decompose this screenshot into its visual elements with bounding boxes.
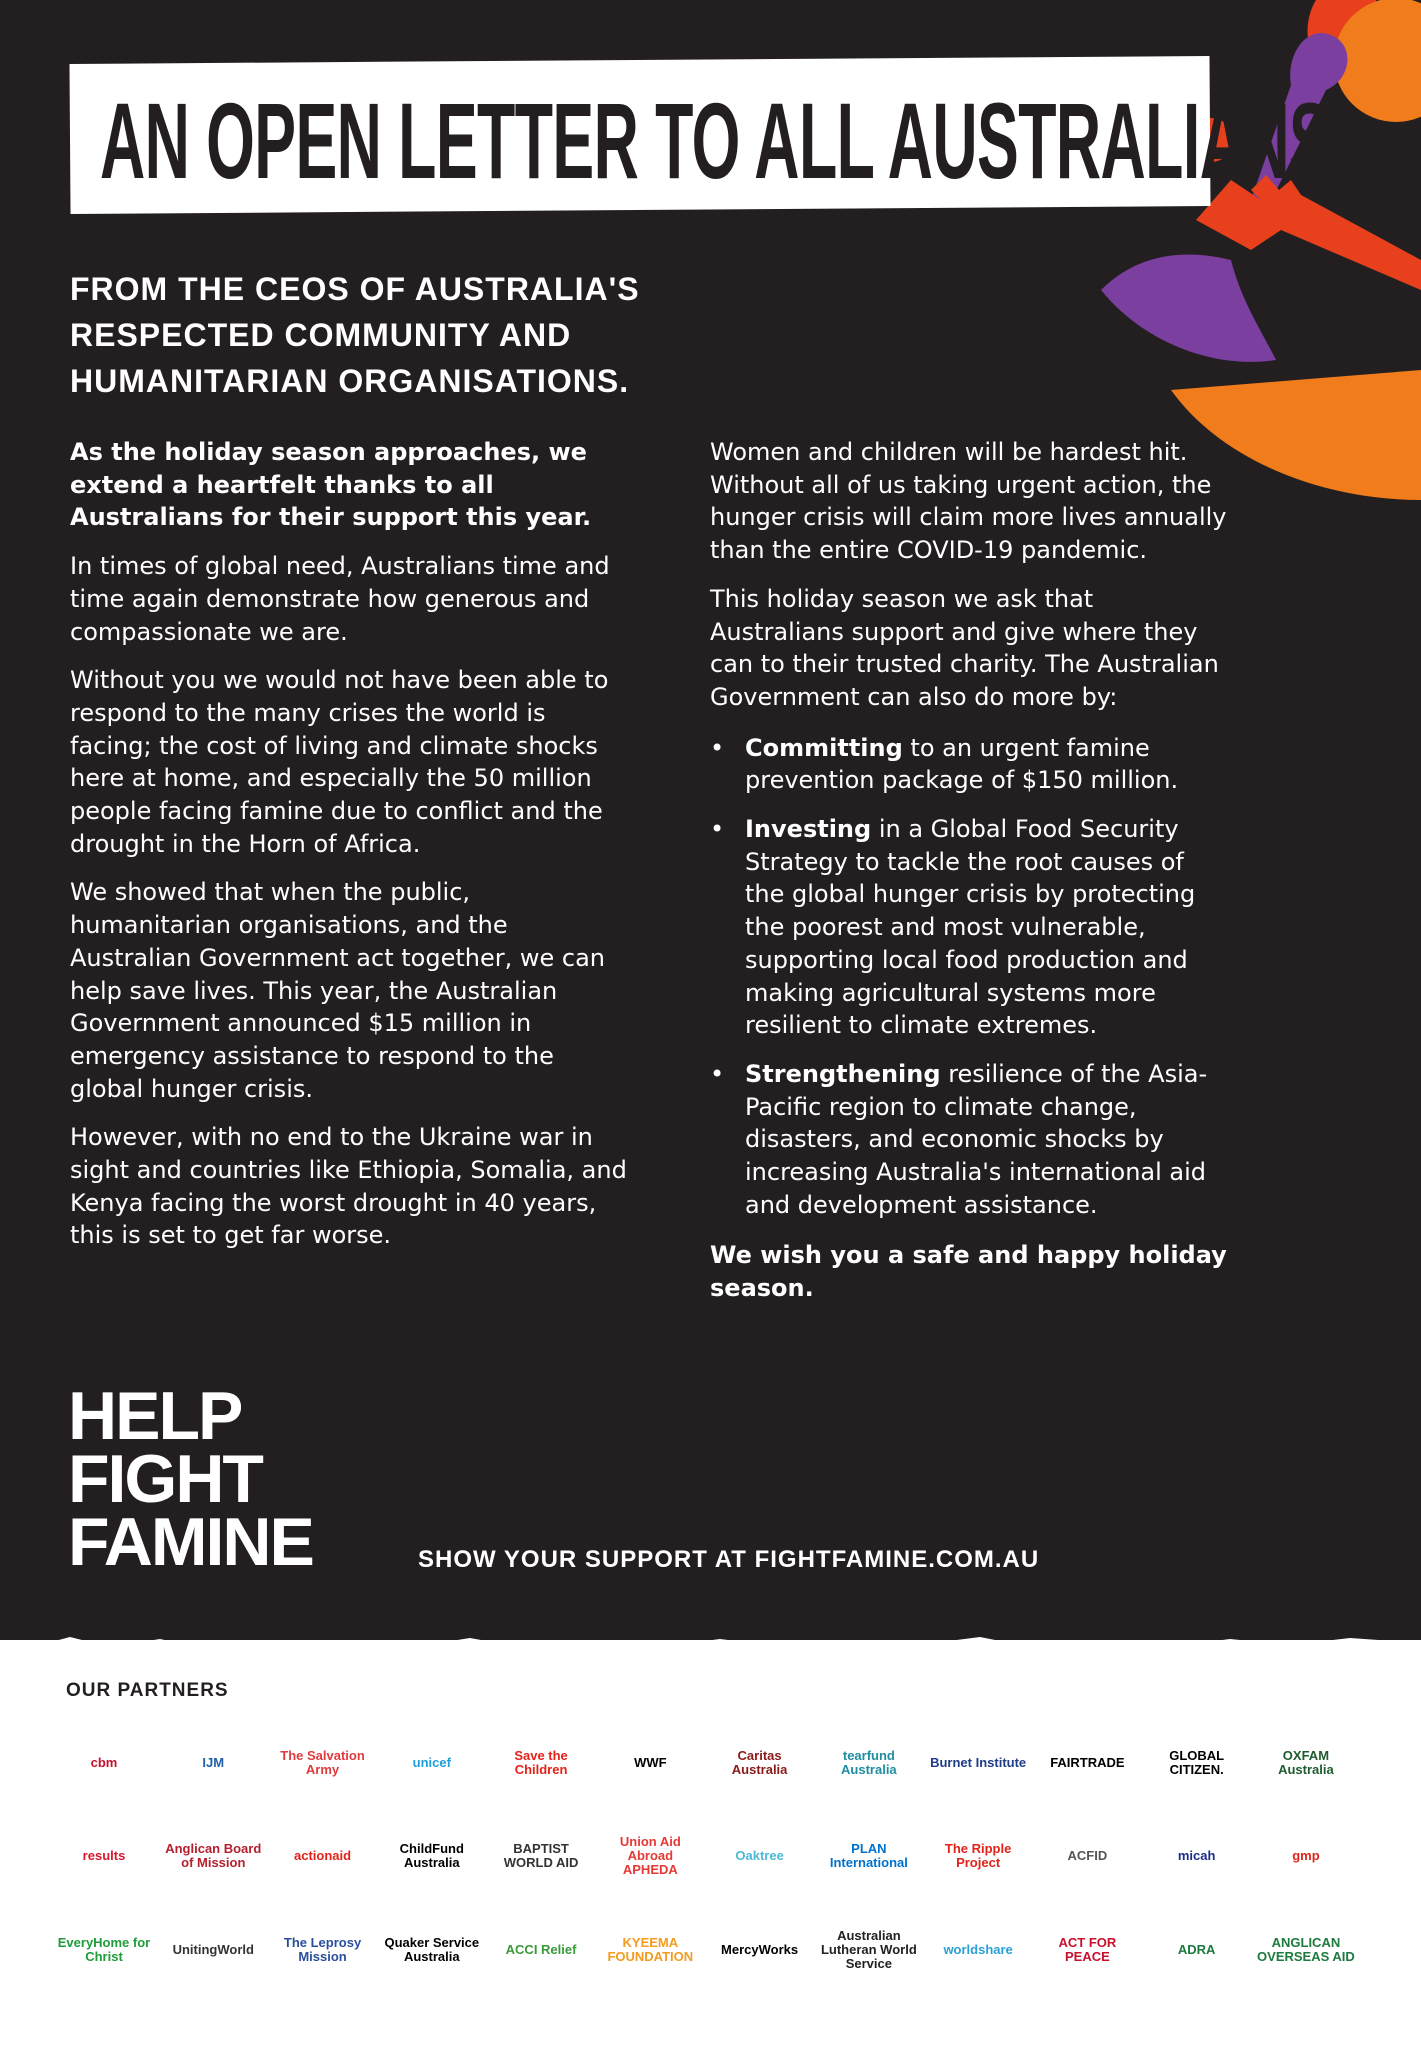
partner-logo: Anglican Board of Mission — [165, 1841, 262, 1870]
partner-logo: PLAN International — [829, 1841, 908, 1870]
right-column — [710, 436, 1230, 1321]
purple-leaf-shape — [1101, 254, 1276, 361]
partner-logo: OXFAM Australia — [1278, 1748, 1334, 1777]
partner-logo: micah — [1177, 1848, 1216, 1863]
paragraph: Without you we would not have been able to respond to the many crises the world is facing; the cost of living and climate shocks here at home, and especially the 50 million people facing famine due to conflict and the drought in the Horn of Africa. — [70, 666, 609, 858]
partner-logo: worldshare — [943, 1942, 1013, 1957]
partner-logo: IJM — [202, 1755, 225, 1770]
partner-logo: Australian Lutheran World Service — [820, 1928, 917, 1971]
partners-row — [55, 1818, 1355, 1894]
partner-logo: WWF — [634, 1755, 667, 1770]
partner-logo: FAIRTRADE — [1050, 1755, 1125, 1770]
partner-logo: UnitingWorld — [172, 1942, 254, 1957]
bullet-text: to an urgent famine prevention package of $150 million. — [745, 733, 1179, 795]
torn-edge — [0, 1615, 1421, 1665]
list-item — [710, 732, 1230, 797]
partner-logo: ACT FOR PEACE — [1058, 1935, 1117, 1964]
list-item — [710, 1058, 1230, 1222]
partner-logo: The Leprosy Mission — [283, 1935, 362, 1964]
partner-logo: Oaktree — [735, 1848, 784, 1863]
campaign-line: FIGHT — [68, 1441, 262, 1517]
asks-list — [710, 732, 1230, 1222]
partner-logo: ANGLICAN OVERSEAS AID — [1257, 1935, 1355, 1964]
campaign-logo — [68, 1378, 313, 1580]
partner-logo: Union Aid Abroad APHEDA — [619, 1834, 681, 1877]
partners-row — [55, 1912, 1355, 1988]
page-title: AN OPEN LETTER TO ALL AUSTRALIANS — [100, 80, 1331, 201]
partner-logo: unicef — [412, 1755, 451, 1770]
left-column — [70, 436, 630, 1268]
partner-logo: results — [82, 1848, 126, 1863]
paragraph: This holiday season we ask that Australians support and give where they can to their trusted charity. The Australian Government can also do more by: — [710, 584, 1219, 711]
partners-row — [55, 1725, 1355, 1801]
partner-logo: actionaid — [293, 1848, 352, 1863]
closing-text: We wish you a safe and happy holiday season. — [710, 1241, 1227, 1303]
subtitle-line: RESPECTED COMMUNITY AND — [70, 317, 572, 353]
partner-logo: EveryHome for Christ — [57, 1935, 151, 1964]
paragraph: However, with no end to the Ukraine war in sight and countries like Ethiopia, Somalia, and Kenya facing the worst drought in 40 years, this is set to get far worse. — [70, 1123, 627, 1250]
campaign-line: HELP — [68, 1378, 242, 1454]
list-item — [710, 813, 1230, 1042]
subtitle — [70, 266, 640, 404]
bullet-keyword: Committing — [745, 733, 903, 762]
partner-logo: GLOBAL CITIZEN. — [1169, 1748, 1225, 1777]
bullet-text: in a Global Food Security Strategy to tackle the root causes of the global hunger crisis by protecting the poorest and most vulnerable, supporting local food production and making agricultural systems more resilient to climate extremes. — [745, 815, 1196, 1040]
partner-logo: Save the Children — [514, 1748, 568, 1777]
partner-logo: Burnet Institute — [930, 1755, 1027, 1770]
bullet-keyword: Investing — [745, 815, 872, 844]
partner-logo: Caritas Australia — [731, 1748, 788, 1777]
partner-logo: cbm — [90, 1755, 118, 1770]
subtitle-line: HUMANITARIAN ORGANISATIONS. — [70, 363, 630, 399]
partner-logo: Quaker Service Australia — [384, 1935, 480, 1964]
subtitle-line: FROM THE CEOS OF AUSTRALIA'S — [70, 271, 640, 307]
partner-logo: ADRA — [1177, 1942, 1216, 1957]
partner-logo: ACFID — [1067, 1848, 1108, 1863]
partner-logo: MercyWorks — [721, 1942, 799, 1957]
paragraph: Women and children will be hardest hit. Without all of us taking urgent action, the hunger crisis will claim more lives annually than the entire COVID-19 pandemic. — [710, 438, 1227, 565]
campaign-line: FAMINE — [68, 1504, 313, 1580]
intro-paragraph: As the holiday season approaches, we extend a heartfelt thanks to all Australians for their support this year. — [70, 438, 592, 532]
bullet-keyword: Strengthening — [745, 1059, 941, 1088]
website-link[interactable]: SHOW YOUR SUPPORT AT FIGHTFAMINE.COM.AU — [418, 1546, 1040, 1573]
partner-logo: tearfund Australia — [841, 1748, 897, 1777]
partner-logo: gmp — [1292, 1848, 1320, 1863]
partner-logo: KYEEMA FOUNDATION — [607, 1935, 694, 1964]
paragraph: We showed that when the public, humanitarian organisations, and the Australian Government act together, we can help save lives. This year, the Australian Government announced $15 million in emergency assistance to respond to the global hunger crisis. — [70, 878, 605, 1103]
partner-logo: ACCI Relief — [505, 1942, 577, 1957]
partner-logo: ChildFund Australia — [399, 1841, 464, 1870]
partner-logo: The Ripple Project — [944, 1841, 1012, 1870]
partner-logo: BAPTIST WORLD AID — [503, 1841, 579, 1870]
paragraph: In times of global need, Australians time and time again demonstrate how generous and compassionate we are. — [70, 552, 610, 646]
bullet-text: resilience of the Asia-Pacific region to climate change, disasters, and economic shocks by increasing Australia's international aid and development assistance. — [745, 1059, 1208, 1219]
partner-logo: The Salvation Army — [280, 1748, 365, 1777]
partners-heading: OUR PARTNERS — [66, 1680, 229, 1701]
